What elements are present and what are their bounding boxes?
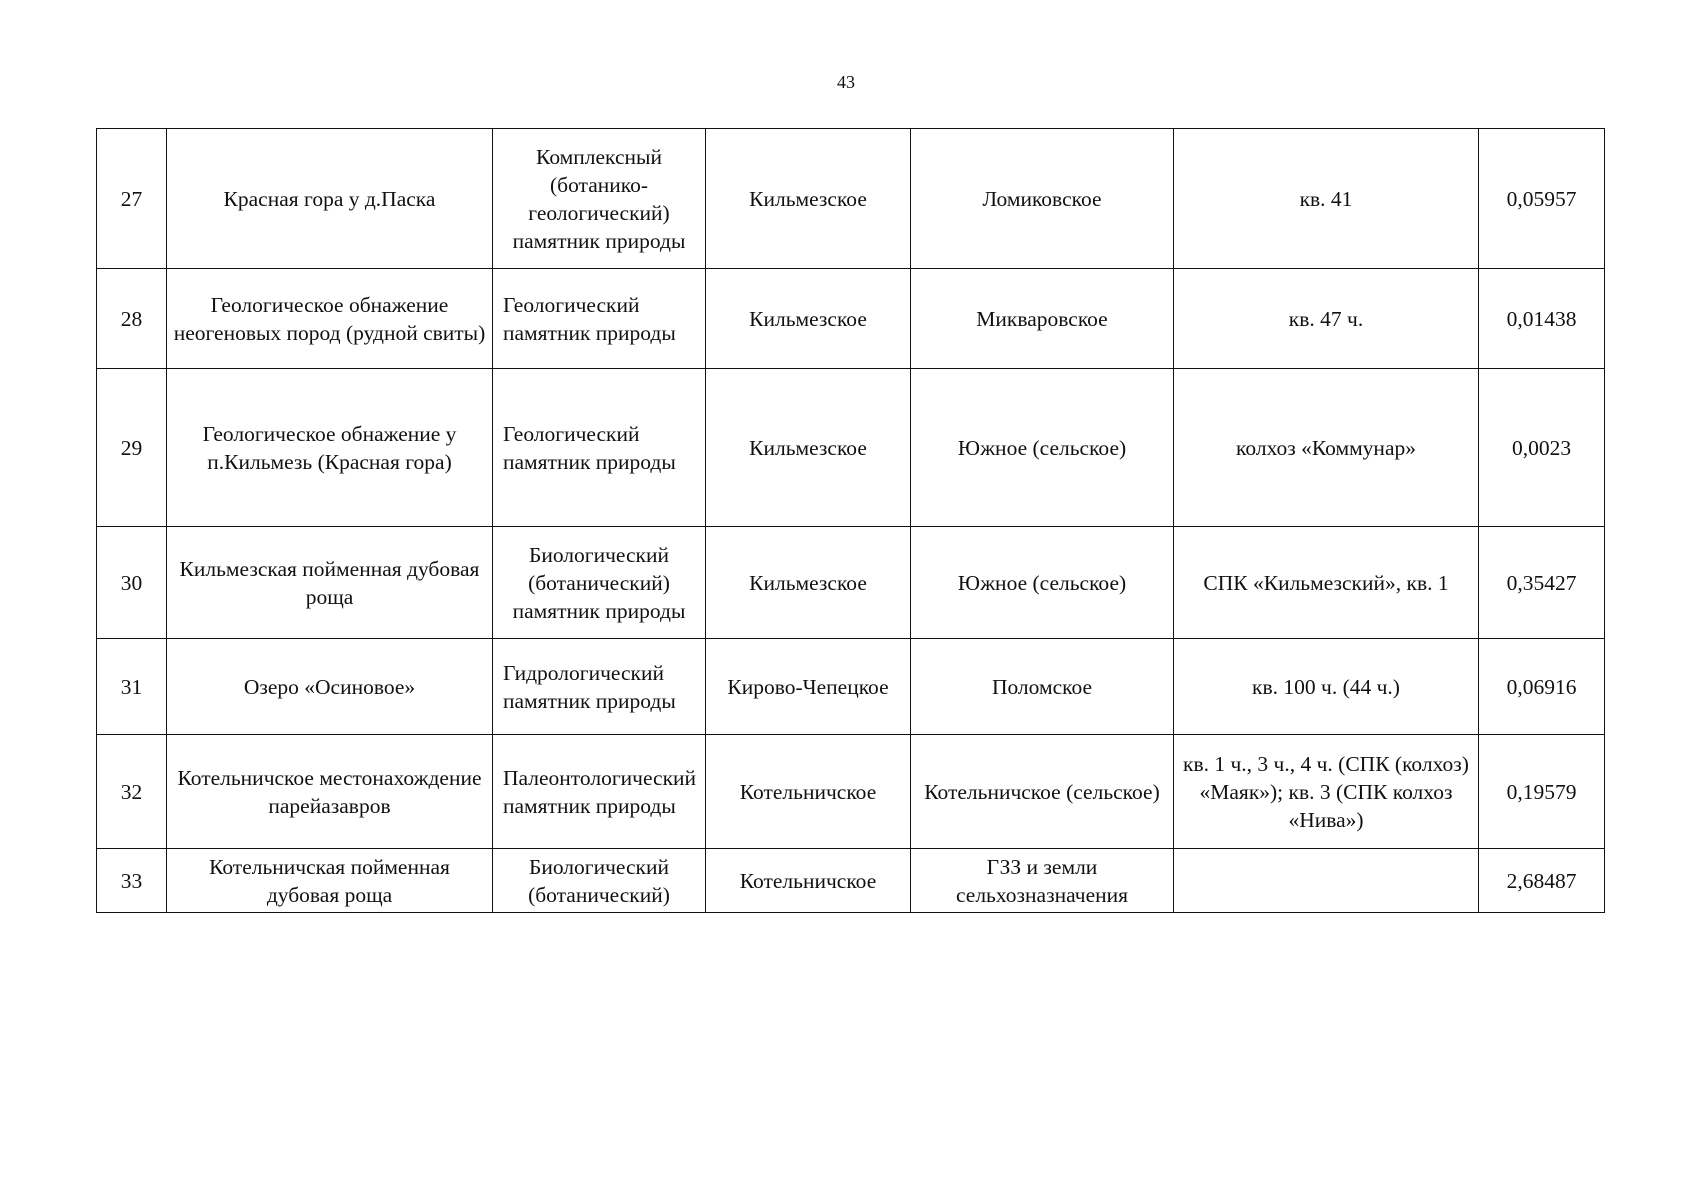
natural-monuments-table: [96, 128, 1605, 913]
row-number-cell: 31: [97, 639, 167, 735]
location-cell: кв. 47 ч.: [1174, 269, 1479, 369]
monument-name-cell: Кильмезская пойменная дубовая роща: [167, 527, 493, 639]
monument-type-cell: Комплексный (ботанико-геологический) памятник природы: [493, 129, 706, 269]
monument-name-cell: Котельничская пойменная дубовая роща: [167, 849, 493, 913]
row-number-cell: 29: [97, 369, 167, 527]
district-cell: Котельничское: [706, 849, 911, 913]
monument-type-cell: Биологический (ботанический) памятник природы: [493, 527, 706, 639]
page-number: 43: [837, 72, 855, 92]
monument-name-cell: Озеро «Осиновое»: [167, 639, 493, 735]
forestry-cell: Южное (сельское): [911, 527, 1174, 639]
monument-type-cell: Геологический памятник природы: [493, 369, 706, 527]
area-cell: 0,06916: [1479, 639, 1605, 735]
area-cell: 0,05957: [1479, 129, 1605, 269]
monument-type-cell: Геологический памятник природы: [493, 269, 706, 369]
row-number-cell: 27: [97, 129, 167, 269]
forestry-cell: Микваровское: [911, 269, 1174, 369]
monument-name-cell: Красная гора у д.Паска: [167, 129, 493, 269]
row-number-cell: 33: [97, 849, 167, 913]
location-cell: кв. 41: [1174, 129, 1479, 269]
monument-type-cell: Биологический (ботанический): [493, 849, 706, 913]
district-cell: Кильмезское: [706, 129, 911, 269]
forestry-cell: Южное (сельское): [911, 369, 1174, 527]
location-cell: СПК «Кильмезский», кв. 1: [1174, 527, 1479, 639]
district-cell: Котельничское: [706, 735, 911, 849]
table-row: [97, 527, 1605, 639]
location-cell: [1174, 849, 1479, 913]
table-row: [97, 735, 1605, 849]
area-cell: 0,35427: [1479, 527, 1605, 639]
area-cell: 2,68487: [1479, 849, 1605, 913]
monument-type-cell: Палеонтологический памятник природы: [493, 735, 706, 849]
row-number-cell: 28: [97, 269, 167, 369]
location-cell: кв. 100 ч. (44 ч.): [1174, 639, 1479, 735]
forestry-cell: Ломиковское: [911, 129, 1174, 269]
monument-type-cell: Гидрологический памятник природы: [493, 639, 706, 735]
table-row: [97, 129, 1605, 269]
area-cell: 0,19579: [1479, 735, 1605, 849]
location-cell: кв. 1 ч., 3 ч., 4 ч. (СПК (колхоз) «Маяк»); кв. 3 (СПК колхоз «Нива»): [1174, 735, 1479, 849]
table-row: [97, 369, 1605, 527]
area-cell: 0,01438: [1479, 269, 1605, 369]
forestry-cell: Поломское: [911, 639, 1174, 735]
forestry-cell: Котельничское (сельское): [911, 735, 1174, 849]
district-cell: Кильмезское: [706, 527, 911, 639]
row-number-cell: 32: [97, 735, 167, 849]
district-cell: Кирово-Чепецкое: [706, 639, 911, 735]
table-row: [97, 639, 1605, 735]
row-number-cell: 30: [97, 527, 167, 639]
location-cell: колхоз «Коммунар»: [1174, 369, 1479, 527]
table-row: [97, 269, 1605, 369]
monument-name-cell: Котельничское местонахождение парейазавров: [167, 735, 493, 849]
district-cell: Кильмезское: [706, 369, 911, 527]
table-row: [97, 849, 1605, 913]
district-cell: Кильмезское: [706, 269, 911, 369]
forestry-cell: ГЗЗ и земли сельхозназначения: [911, 849, 1174, 913]
monument-name-cell: Геологическое обнажение неогеновых пород (рудной свиты): [167, 269, 493, 369]
monument-name-cell: Геологическое обнажение у п.Кильмезь (Красная гора): [167, 369, 493, 527]
area-cell: 0,0023: [1479, 369, 1605, 527]
